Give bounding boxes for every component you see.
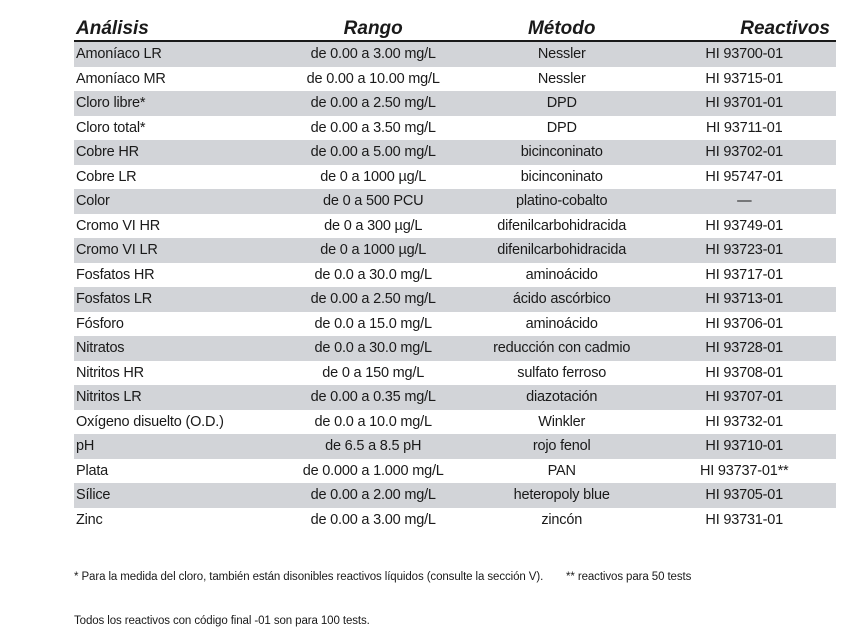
cell-metodo: zincón (541, 511, 583, 528)
cell-reactivos: HI 93728-01 (705, 340, 784, 357)
cell-rango: de 0.00 a 10.00 mg/L (306, 70, 440, 87)
cell-analisis: Sílice (76, 487, 111, 504)
table-row (74, 483, 836, 508)
cell-reactivos: — (737, 193, 752, 210)
table-row (74, 434, 836, 459)
table-header (74, 16, 836, 42)
header-reactivos: Reactivos (740, 18, 830, 39)
cell-rango: de 0.00 a 3.50 mg/L (310, 119, 436, 136)
footnote-cloro: * Para la medida del cloro, también están disonibles reactivos líquidos (consulte la sección V). (74, 571, 544, 583)
cell-rango: de 0.00 a 2.00 mg/L (310, 487, 436, 504)
cell-rango: de 0.00 a 2.50 mg/L (310, 291, 436, 308)
table-row (74, 508, 836, 533)
table-row (74, 116, 836, 141)
cell-rango: de 0.0 a 30.0 mg/L (314, 266, 432, 283)
table-row (74, 165, 836, 190)
cell-analisis: Amoníaco MR (76, 70, 166, 87)
cell-analisis: Fosfatos HR (76, 266, 155, 283)
cell-metodo: DPD (546, 95, 577, 112)
cell-metodo: aminoácido (525, 266, 598, 283)
table-row (74, 263, 836, 288)
table-row (74, 189, 836, 214)
cell-rango: de 0.000 a 1.000 mg/L (302, 462, 444, 479)
cell-reactivos: HI 93737-01** (699, 462, 789, 479)
table-row (74, 140, 836, 165)
cell-reactivos: HI 93702-01 (705, 144, 784, 161)
cell-metodo: aminoácido (525, 315, 598, 332)
cell-metodo: difenilcarbohidracida (497, 242, 627, 259)
table-body (74, 42, 836, 532)
cell-metodo: Nessler (537, 70, 586, 87)
table-row (74, 238, 836, 263)
cell-rango: de 0 a 150 mg/L (322, 364, 425, 381)
cell-analisis: Cromo VI LR (76, 242, 158, 259)
cell-reactivos: HI 93706-01 (705, 315, 784, 332)
cell-reactivos: HI 93701-01 (705, 95, 784, 112)
cell-reactivos: HI 95747-01 (705, 168, 784, 185)
cell-reactivos: HI 93710-01 (705, 438, 784, 455)
cell-metodo: heteropoly blue (513, 487, 610, 504)
table-row (74, 312, 836, 337)
cell-analisis: Nitritos HR (76, 364, 144, 381)
cell-rango: de 0.00 a 2.50 mg/L (310, 95, 436, 112)
cell-analisis: Zinc (76, 511, 103, 528)
cell-reactivos: HI 93732-01 (705, 413, 784, 430)
reagents-table (74, 16, 836, 532)
cell-reactivos: HI 93707-01 (705, 389, 784, 406)
cell-rango: de 0 a 300 µg/L (324, 217, 423, 234)
cell-reactivos: HI 93708-01 (705, 364, 784, 381)
cell-rango: de 0.00 a 0.35 mg/L (310, 389, 436, 406)
cell-reactivos: HI 93715-01 (705, 70, 784, 87)
cell-analisis: Cobre HR (76, 144, 139, 161)
cell-reactivos: HI 93713-01 (705, 291, 784, 308)
cell-reactivos: HI 93711-01 (705, 119, 783, 136)
cell-rango: de 0 a 1000 µg/L (320, 242, 427, 259)
cell-metodo: bicinconinato (520, 168, 603, 185)
cell-metodo: sulfato ferroso (517, 364, 607, 381)
table-row (74, 336, 836, 361)
cell-reactivos: HI 93705-01 (705, 487, 784, 504)
cell-reactivos: HI 93717-01 (705, 266, 784, 283)
cell-rango: de 0.00 a 3.00 mg/L (310, 46, 436, 63)
footnote-100-tests: Todos los reactivos con código final -01 son para 100 tests. (74, 615, 370, 627)
cell-analisis: Cobre LR (76, 168, 137, 185)
cell-analisis: pH (76, 438, 95, 455)
cell-rango: de 0.0 a 30.0 mg/L (314, 340, 432, 357)
cell-metodo: PAN (547, 462, 576, 479)
table-row (74, 385, 836, 410)
cell-analisis: Fósforo (76, 315, 124, 332)
table-row (74, 214, 836, 239)
cell-reactivos: HI 93723-01 (705, 242, 784, 259)
cell-analisis: Nitratos (76, 340, 125, 357)
cell-rango: de 0 a 1000 µg/L (320, 168, 427, 185)
cell-rango: de 0.0 a 15.0 mg/L (314, 315, 432, 332)
table-row (74, 91, 836, 116)
cell-metodo: reducción con cadmio (493, 340, 631, 357)
cell-analisis: Color (76, 193, 110, 210)
cell-metodo: diazotación (526, 389, 598, 406)
cell-metodo: rojo fenol (532, 438, 591, 455)
table-row (74, 287, 836, 312)
cell-reactivos: HI 93749-01 (705, 217, 784, 234)
header-analisis: Análisis (76, 18, 149, 39)
cell-metodo: Winkler (538, 413, 586, 430)
cell-rango: de 0 a 500 PCU (323, 193, 424, 210)
cell-analisis: Fosfatos LR (76, 291, 152, 308)
footnote-50-tests: ** reactivos para 50 tests (566, 571, 692, 583)
header-metodo: Método (527, 18, 596, 39)
cell-metodo: difenilcarbohidracida (497, 217, 627, 234)
cell-rango: de 0.00 a 5.00 mg/L (310, 144, 436, 161)
header-rango: Rango (343, 18, 403, 39)
cell-analisis: Cloro total* (76, 119, 146, 136)
cell-reactivos: HI 93731-01 (705, 511, 784, 528)
table-row (74, 361, 836, 386)
cell-rango: de 0.0 a 10.0 mg/L (314, 413, 432, 430)
cell-metodo: platino-cobalto (516, 193, 608, 210)
cell-metodo: DPD (546, 119, 577, 136)
cell-rango: de 6.5 a 8.5 pH (325, 438, 422, 455)
cell-analisis: Oxígeno disuelto (O.D.) (76, 413, 224, 430)
cell-metodo: Nessler (537, 46, 586, 63)
table-row (74, 67, 836, 92)
cell-metodo: ácido ascórbico (512, 291, 611, 308)
cell-reactivos: HI 93700-01 (705, 46, 784, 63)
cell-metodo: bicinconinato (520, 144, 603, 161)
table-row (74, 459, 836, 484)
cell-analisis: Amoníaco LR (76, 46, 162, 63)
cell-analisis: Nitritos LR (76, 389, 142, 406)
cell-rango: de 0.00 a 3.00 mg/L (310, 511, 436, 528)
table-row (74, 410, 836, 435)
table-row (74, 42, 836, 67)
cell-analisis: Cloro libre* (76, 95, 146, 112)
cell-analisis: Cromo VI HR (76, 217, 161, 234)
cell-analisis: Plata (76, 462, 109, 479)
